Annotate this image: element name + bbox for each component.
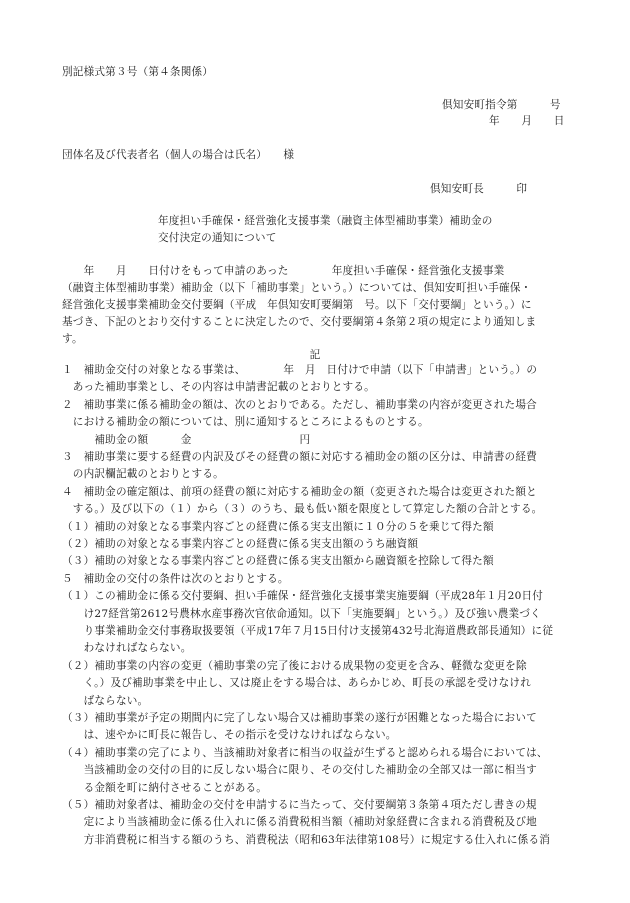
body-line: ４ 補助金の確定額は、前項の経費の額に対応する補助金の額（変更された場合は変更された額と	[62, 486, 537, 498]
body-line: 補助金の額 金 円	[62, 434, 311, 446]
body-line: る金額を町に納付させることがある。	[62, 782, 268, 794]
intro-line: 年 月 日付けをもって申請のあった 年度担い手確保・経営強化支援事業	[62, 265, 505, 277]
body-line: （１）補助の対象となる事業内容ごとの経費に係る実支出額に１０分の５を乗じて得た額	[62, 521, 494, 533]
body-line: における補助金の額については、別に通知するところによるものとする。	[62, 416, 429, 428]
intro-line: 経営強化支援事業補助金交付要綱（平成 年倶知安町要綱第 号。以下「交付要綱」という。）に	[62, 299, 532, 311]
issuer: 倶知安町長 印	[430, 183, 528, 195]
form-header: 別記様式第３号（第４条関係）	[62, 66, 214, 78]
body-line: ３ 補助事業に要する経費の内訳及びその経費の額に対応する補助金の額の区分は、申請書の経費	[62, 451, 537, 463]
document-title-line-1: 年度担い手確保・経営強化支援事業（融資主体型補助事業）補助金の	[158, 215, 493, 227]
body-line: わなければならない。	[62, 642, 192, 654]
body-line: ばならない。	[62, 695, 149, 707]
body-line: （３）補助の対象となる事業内容ごとの経費に係る実支出額から融資額を控除して得た額	[62, 555, 494, 567]
body-line: ２ 補助事業に係る補助金の額は、次のとおりである。ただし、補助事業の内容が変更された場合	[62, 399, 537, 411]
body-line: （２）補助の対象となる事業内容ごとの経費に係る実支出額のうち融資額	[62, 538, 419, 550]
body-line: （５）補助対象者は、補助金の交付を申請するに当たって、交付要綱第３条第４項ただし書きの規	[62, 799, 537, 811]
body-line: け27経営第2612号農林水産事務次官依命通知。以下「実施要綱」という。）及び強い農業づく	[62, 608, 541, 620]
body-line: １ 補助金交付の対象となる事業は、 年 月 日付けで申請（以下「申請書」という。）の	[62, 364, 538, 376]
ki-heading: 記	[309, 349, 321, 361]
body-line: （２）補助事業の内容の変更（補助事業の完了後における成果物の変更を含み、軽微な変更を除	[62, 660, 527, 672]
body-line: 方非消費税に相当する額のうち、消費税法（昭和63年法律第108号）に規定する仕入れに係る消	[62, 834, 551, 846]
reference-number: 倶知安町指令第 号	[442, 99, 561, 111]
addressee: 団体名及び代表者名（個人の場合は氏名） 様	[62, 149, 295, 161]
body-line: く。）及び補助事業を中止し、又は廃止をする場合は、あらかじめ、町長の承認を受けなけれ	[62, 677, 531, 689]
body-line: 当該補助金の交付の目的に反しない場合に限り、その交付した補助金の全部又は一部に相当す	[62, 764, 537, 776]
body-line: ５ 補助金の交付の条件は次のとおりとする。	[62, 573, 289, 585]
body-line: の内訳欄記載のとおりとする。	[62, 468, 224, 480]
body-line: 定により当該補助金に係る仕入れに係る消費税相当額（補助対象経費に含まれる消費税及び地	[62, 816, 537, 828]
body-line: する。）及び以下の（１）から（３）のうち、最も低い額を限度として算定した額の合計とする。	[62, 503, 543, 515]
intro-line: （融資主体型補助事業）補助金（以下「補助事業」という。）については、倶知安町担い手確保・	[62, 282, 532, 294]
body-line: あった補助事業とし、その内容は申請書記載のとおりとする。	[62, 381, 375, 393]
body-line: （３）補助事業が予定の期間内に完了しない場合又は補助事業の遂行が困難となった場合において	[62, 712, 537, 724]
issue-date: 年 月 日	[489, 115, 565, 127]
body-line: は、速やかに町長に報告し、その指示を受けなければならない。	[62, 729, 397, 741]
body-line: （１）この補助金に係る交付要綱、担い手確保・経営強化支援事業実施要綱（平成28年１月20日付	[62, 590, 544, 602]
document-title-line-2: 交付決定の通知について	[158, 232, 277, 244]
intro-line: 基づき、下記のとおり交付することに決定したので、交付要綱第４条第２項の規定により通知しま	[62, 316, 537, 328]
intro-line: す。	[62, 333, 83, 345]
body-line: （４）補助事業の完了により、当該補助対象者に相当の収益が生ずると認められる場合においては、	[62, 747, 548, 759]
body-line: り事業補助金交付事務取扱要領（平成17年７月15日付け支援第432号北海道農政部長通知）に従	[62, 625, 554, 637]
